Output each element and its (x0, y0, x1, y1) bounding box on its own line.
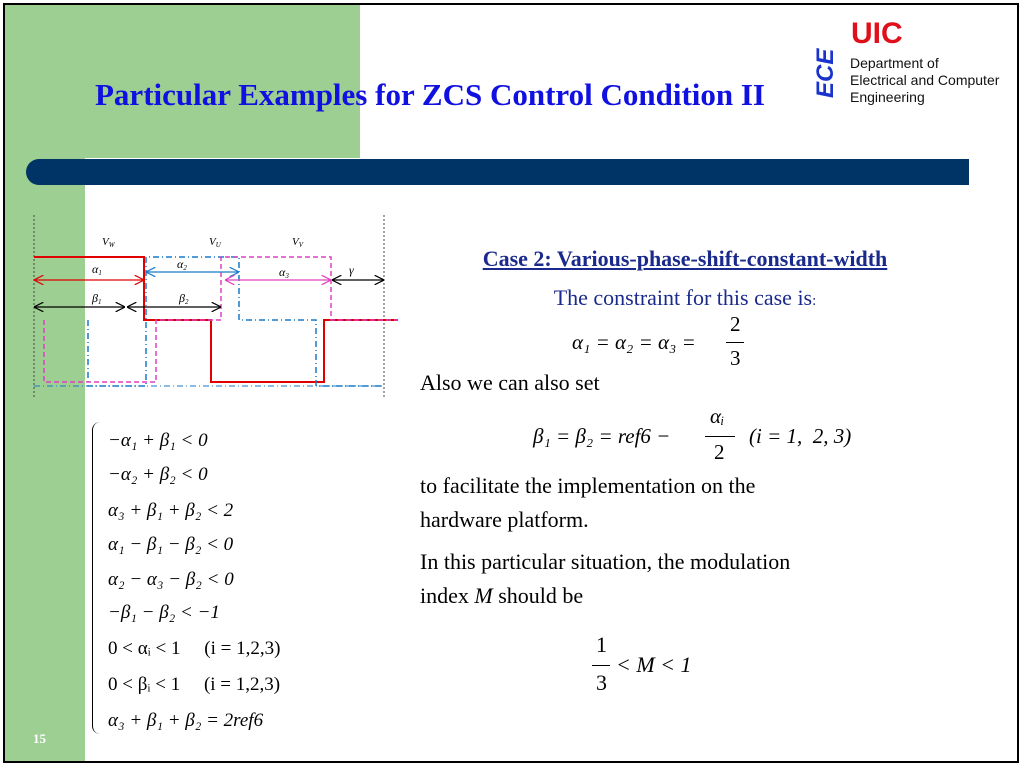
label-alpha3: α3 (279, 265, 289, 280)
system-row: α₁ − β₁ − β₂ < 0 (108, 534, 234, 555)
system-row: 0 < βᵢ < 1 (i = 1,2,3) (108, 674, 281, 695)
constraint-intro (420, 282, 950, 317)
slide-title: Particular Examples for ZCS Control Condition II (95, 77, 765, 112)
label-vw: VW (102, 236, 115, 249)
facilitate-line-1: to facilitate the implementation on the (420, 473, 756, 498)
eq1-frac-line (726, 342, 744, 343)
system-row: −β₁ − β₂ < −1 (108, 602, 220, 623)
mbound-rest: < M < 1 (616, 652, 692, 677)
department-line-3: Engineering (850, 89, 925, 105)
case-heading: Case 2: Various-phase-shift-constant-width (482, 246, 888, 271)
facilitate-line-2: hardware platform. (420, 507, 589, 532)
title-divider-bar (26, 159, 969, 185)
situation-index: index (420, 583, 469, 608)
situation-should-be: should be (498, 583, 584, 608)
system-brace (92, 422, 103, 734)
mbound-frac-line (592, 665, 610, 666)
label-vu: VU (209, 236, 221, 249)
system-row: α₂ − α₃ − β₂ < 0 (108, 569, 234, 590)
eq2-lhs: β₁ = β₂ = ref6 − (533, 424, 671, 448)
situation-line-2 (420, 580, 583, 612)
constraint-intro-text: The constraint for this case is (553, 285, 813, 310)
label-gamma: γ (349, 263, 354, 277)
also-set-text: Also we can also set (420, 370, 600, 395)
inequality-system (92, 422, 332, 740)
system-row: −α₂ + β₂ < 0 (108, 464, 208, 485)
uic-logo: UIC (851, 17, 903, 50)
system-row: α₃ + β₁ + β₂ = 2ref6 (108, 710, 264, 731)
eq2-den: 2 (714, 440, 725, 464)
pwm-waveform-diagram (26, 210, 398, 402)
label-alpha2: α2 (177, 257, 187, 272)
department-line-2: Electrical and Computer (850, 72, 1000, 88)
page-number: 15 (33, 731, 46, 746)
ece-logo: ECE (812, 48, 839, 98)
mbound-den: 3 (596, 670, 607, 695)
eq2-frac-line (705, 436, 735, 437)
eq1-lhs: α₁ = α₂ = α₃ = (572, 330, 696, 354)
eq2-condition: (i = 1, 2, 3) (749, 424, 852, 448)
constraint-colon: : (812, 293, 817, 309)
label-vv: VV (292, 236, 304, 249)
system-row: α₃ + β₁ + β₂ < 2 (108, 500, 234, 521)
situation-m: M (474, 583, 493, 608)
department-name (850, 55, 1020, 106)
label-beta2: β2 (179, 291, 189, 306)
mbound-num: 1 (596, 632, 607, 657)
system-row: −α₁ + β₁ < 0 (108, 430, 208, 451)
eq2-num: αᵢ (710, 404, 725, 428)
eq1-num: 2 (730, 312, 741, 336)
label-beta1: β1 (92, 291, 102, 306)
eq1-den: 3 (730, 346, 741, 370)
label-alpha1: α1 (92, 262, 102, 277)
situation-line-1: In this particular situation, the modulation (420, 549, 791, 574)
system-row: 0 < αᵢ < 1 (i = 1,2,3) (108, 638, 281, 659)
department-line-1: Department of (850, 55, 939, 71)
phase-u-waveform (88, 257, 384, 386)
